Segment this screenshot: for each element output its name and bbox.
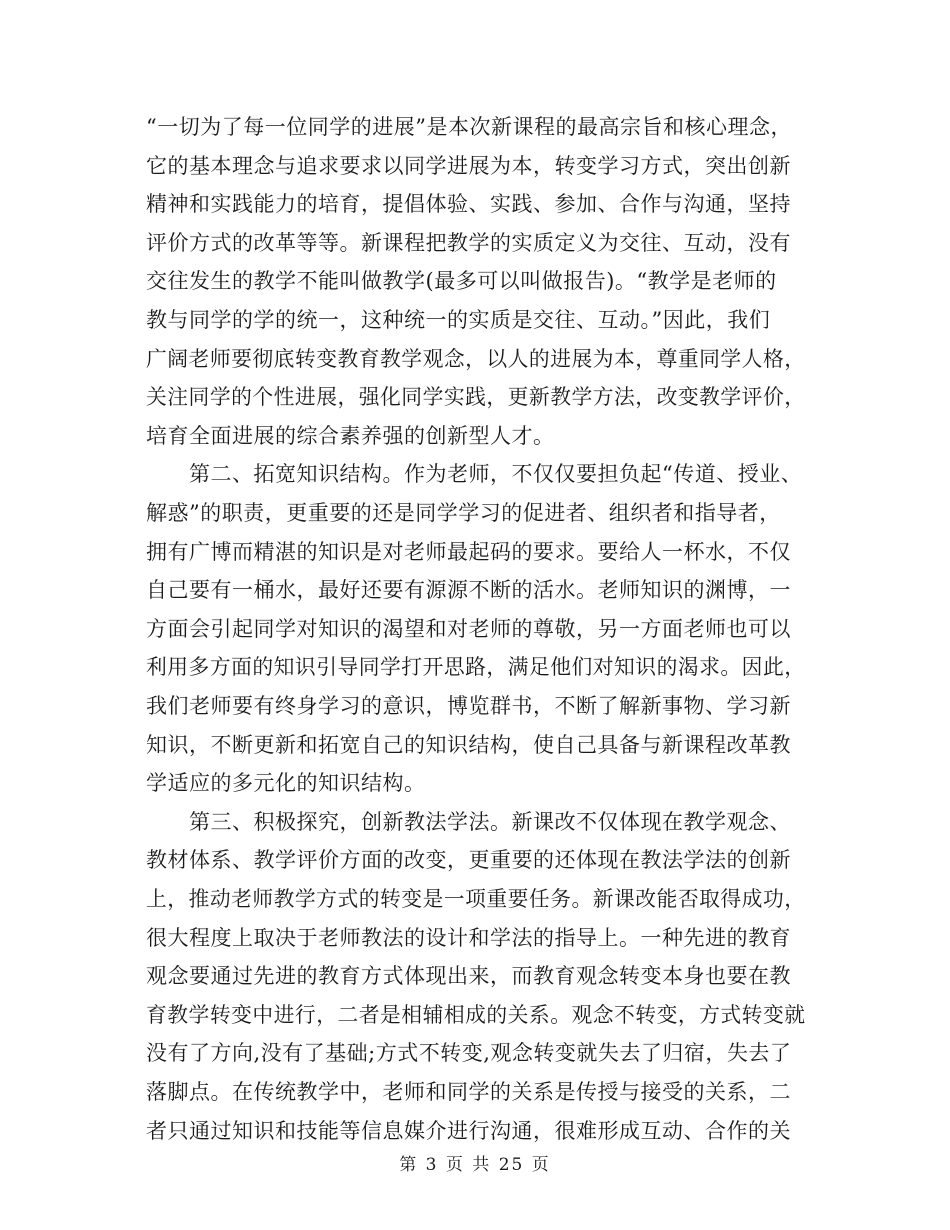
- text-line: 教材体系、教学评价方面的改变，更重要的还体现在教法学法的创新: [146, 848, 791, 873]
- text-line: 关注同学的个性进展，强化同学实践，更新教学方法，改变教学评价，: [146, 385, 806, 410]
- text-line: 解惑”的职责，更重要的还是同学学习的促进者、组织者和指导者，: [146, 501, 781, 525]
- text-line: 学适应的多元化的知识结构。: [146, 771, 426, 796]
- text-line: 很大程度上取决于老师教法的设计和学法的指导上。一种先进的教育: [146, 925, 791, 950]
- text-line: 没有了方向,没有了基础;方式不转变,观念转变就失去了归宿，失去了: [146, 1041, 792, 1066]
- text-line: “一切为了每一位同学的进展”是本次新课程的最高宗旨和核心理念，: [146, 115, 792, 139]
- text-line: 上，推动老师教学方式的转变是一项重要任务。新课改能否取得成功，: [146, 887, 806, 911]
- text-line: 拥有广博而精湛的知识是对老师最起码的要求。要给人一杯水，不仅: [146, 539, 791, 564]
- text-line: 第三、积极探究，创新教法学法。新课改不仅体现在教学观念、: [146, 809, 791, 834]
- page-number: 第 3 页 共 25 页: [399, 1155, 551, 1175]
- text-line: 自己要有一桶水，最好还要有源源不断的活水。老师知识的渊博，一: [146, 578, 791, 603]
- text-line: 我们老师要有终身学习的意识，博览群书，不断了解新事物、学习新: [146, 694, 791, 718]
- text-line: 利用多方面的知识引导同学打开思路，满足他们对知识的渴求。因此，: [146, 655, 806, 680]
- text-line: 培育全面进展的综合素养强的创新型人才。: [146, 423, 555, 448]
- text-line: 广阔老师要彻底转变教育教学观念，以人的进展为本，尊重同学人格，: [146, 346, 806, 371]
- text-line: 交往发生的教学不能叫做教学(最多可以叫做报告)。“教学是老师的: [146, 269, 777, 294]
- text-line: 育教学转变中进行，二者是相辅相成的关系。观念不转变，方式转变就: [146, 1002, 806, 1027]
- text-line: 观念要通过先进的教育方式体现出来，而教育观念转变本身也要在教: [146, 964, 791, 989]
- text-line: 评价方式的改革等等。新课程把教学的实质定义为交往、互动，没有: [146, 230, 791, 255]
- text-line: 教与同学的学的统一，这种统一的实质是交往、互动。”因此，我们: [146, 308, 771, 332]
- text-line: 者只通过知识和技能等信息媒介进行沟通，很难形成互动、合作的关: [146, 1118, 791, 1143]
- text-line: 落脚点。在传统教学中，老师和同学的关系是传授与接受的关系，二: [146, 1080, 791, 1104]
- text-line: 知识，不断更新和拓宽自己的知识结构，使自己具备与新课程改革教: [146, 732, 791, 757]
- text-line: 方面会引起同学对知识的渴望和对老师的尊敬，另一方面老师也可以: [146, 616, 791, 641]
- text-line: 精神和实践能力的培育，提倡体验、实践、参加、合作与沟通，坚持: [146, 192, 791, 217]
- text-line: 第二、拓宽知识结构。作为老师，不仅仅要担负起“传道、授业、: [146, 462, 803, 487]
- text-line: 它的基本理念与追求要求以同学进展为本，转变学习方式，突出创新: [146, 153, 791, 178]
